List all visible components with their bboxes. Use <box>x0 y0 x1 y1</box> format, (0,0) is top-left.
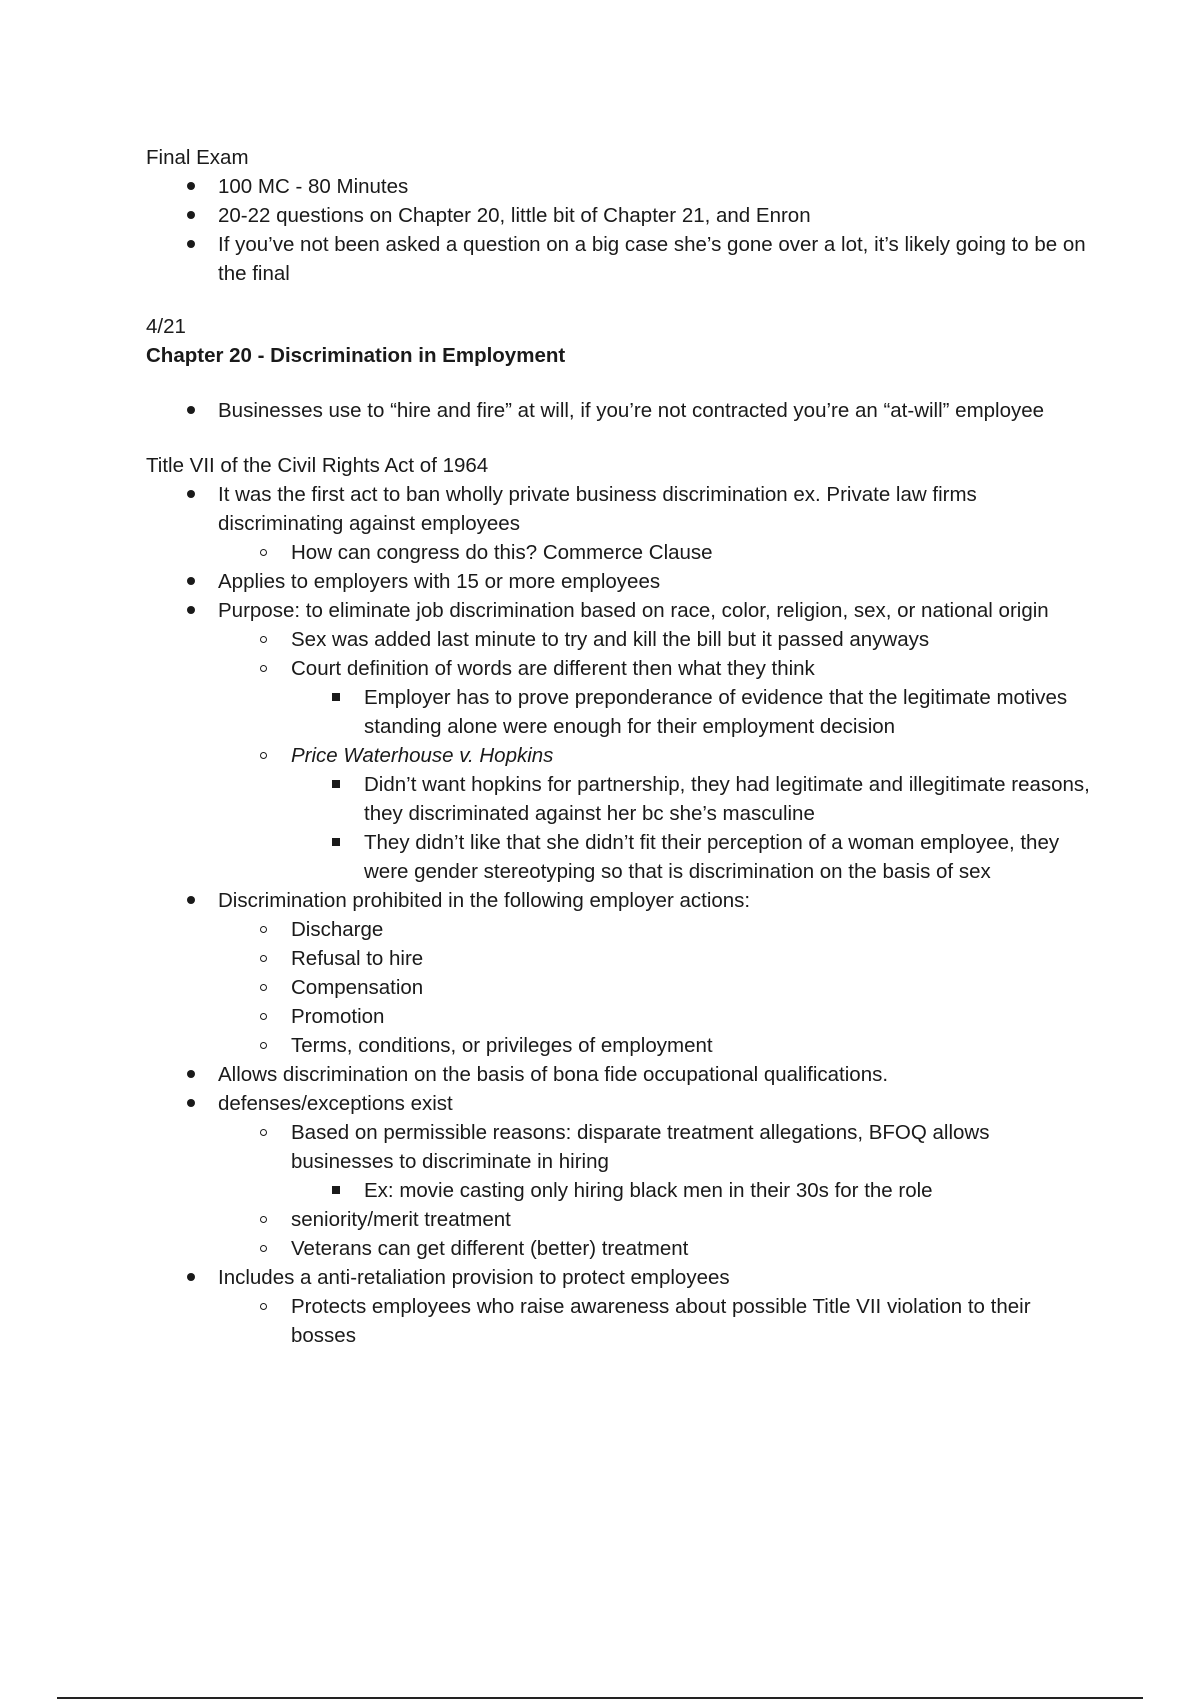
list-item <box>146 741 1096 770</box>
bullet-square-icon <box>326 770 346 799</box>
list-item: Court definition of words are different then what they think <box>146 654 1096 683</box>
list-item: Veterans can get different (better) treatment <box>146 1234 1096 1263</box>
bullet-disc-icon <box>181 1060 201 1089</box>
date-label: 4/21 <box>146 315 186 338</box>
bullet-circle-icon <box>253 1031 273 1060</box>
bullet-disc-icon <box>181 567 201 596</box>
bullet-circle-icon <box>253 944 273 973</box>
bullet-circle-icon <box>253 1292 273 1321</box>
bullet-circle-icon <box>253 1205 273 1234</box>
list-item: Discharge <box>146 915 1096 944</box>
bullet-square-icon <box>326 828 346 857</box>
list-item: Businesses use to “hire and fire” at will, if you’re not contracted you’re an “at-will” employee <box>146 396 1096 425</box>
bullet-circle-icon <box>253 973 273 1002</box>
list-item: Includes a anti-retaliation provision to protect employees <box>146 1263 1096 1292</box>
bullet-disc-icon <box>181 480 201 509</box>
bullet-disc-icon <box>181 886 201 915</box>
title-vii-list <box>146 480 1096 538</box>
list-item: Protects employees who raise awareness about possible Title VII violation to their bosses <box>146 1292 1096 1350</box>
exam-title: Final Exam <box>146 146 249 169</box>
title-vii-heading: Title VII of the Civil Rights Act of 1964 <box>146 454 489 477</box>
bullet-circle-icon <box>253 538 273 567</box>
list-item: Refusal to hire <box>146 944 1096 973</box>
case-name: Price Waterhouse v. Hopkins <box>291 744 554 767</box>
list-item: defenses/exceptions exist <box>146 1089 1096 1118</box>
list-item: 20-22 questions on Chapter 20, little bit of Chapter 21, and Enron <box>146 201 1096 230</box>
list-item: Employer has to prove preponderance of evidence that the legitimate motives standing alone were enough for their employment decision <box>146 683 1096 741</box>
list-item: 100 MC - 80 Minutes <box>146 172 1096 201</box>
list-item: Purpose: to eliminate job discrimination based on race, color, religion, sex, or national origin <box>146 596 1096 625</box>
list-item: Based on permissible reasons: disparate treatment allegations, BFOQ allows businesses to discriminate in hiring <box>146 1118 1096 1176</box>
bullet-disc-icon <box>181 1089 201 1118</box>
bullet-square-icon <box>326 683 346 712</box>
list-item: It was the first act to ban wholly private business discrimination ex. Private law firms discriminating against employees <box>146 480 1096 538</box>
bullet-circle-icon <box>253 625 273 654</box>
bullet-disc-icon <box>181 172 201 201</box>
exam-list <box>146 172 1096 288</box>
list-item: They didn’t like that she didn’t fit their perception of a woman employee, they were gender stereotyping so that is discrimination on the basis of sex <box>146 828 1096 886</box>
list-item: seniority/merit treatment <box>146 1205 1096 1234</box>
bullet-circle-icon <box>253 654 273 683</box>
bullet-disc-icon <box>181 201 201 230</box>
page-bottom-rule <box>57 1697 1143 1699</box>
list-item: Compensation <box>146 973 1096 1002</box>
list-item: Promotion <box>146 1002 1096 1031</box>
bullet-circle-icon <box>253 1234 273 1263</box>
list-item: Applies to employers with 15 or more employees <box>146 567 1096 596</box>
list-item: Discrimination prohibited in the following employer actions: <box>146 886 1096 915</box>
bullet-circle-icon <box>253 915 273 944</box>
list-item: Sex was added last minute to try and kill the bill but it passed anyways <box>146 625 1096 654</box>
list-item: Allows discrimination on the basis of bona fide occupational qualifications. <box>146 1060 1096 1089</box>
bullet-square-icon <box>326 1176 346 1205</box>
list-item: Terms, conditions, or privileges of employment <box>146 1031 1096 1060</box>
list-item: Ex: movie casting only hiring black men in their 30s for the role <box>146 1176 1096 1205</box>
bullet-circle-icon <box>253 1002 273 1031</box>
list-item: How can congress do this? Commerce Clause <box>146 538 1096 567</box>
bullet-disc-icon <box>181 396 201 425</box>
bullet-circle-icon <box>253 1118 273 1147</box>
list-item: Didn’t want hopkins for partnership, they had legitimate and illegitimate reasons, they discriminated against her bc she’s masculine <box>146 770 1096 828</box>
bullet-disc-icon <box>181 1263 201 1292</box>
bullet-disc-icon <box>181 596 201 625</box>
chapter-heading: Chapter 20 - Discrimination in Employment <box>146 344 566 367</box>
bullet-circle-icon <box>253 741 273 770</box>
document-page <box>146 143 1096 1350</box>
list-item: If you’ve not been asked a question on a big case she’s gone over a lot, it’s likely going to be on the final <box>146 230 1096 288</box>
intro-list <box>146 396 1096 425</box>
bullet-disc-icon <box>181 230 201 259</box>
